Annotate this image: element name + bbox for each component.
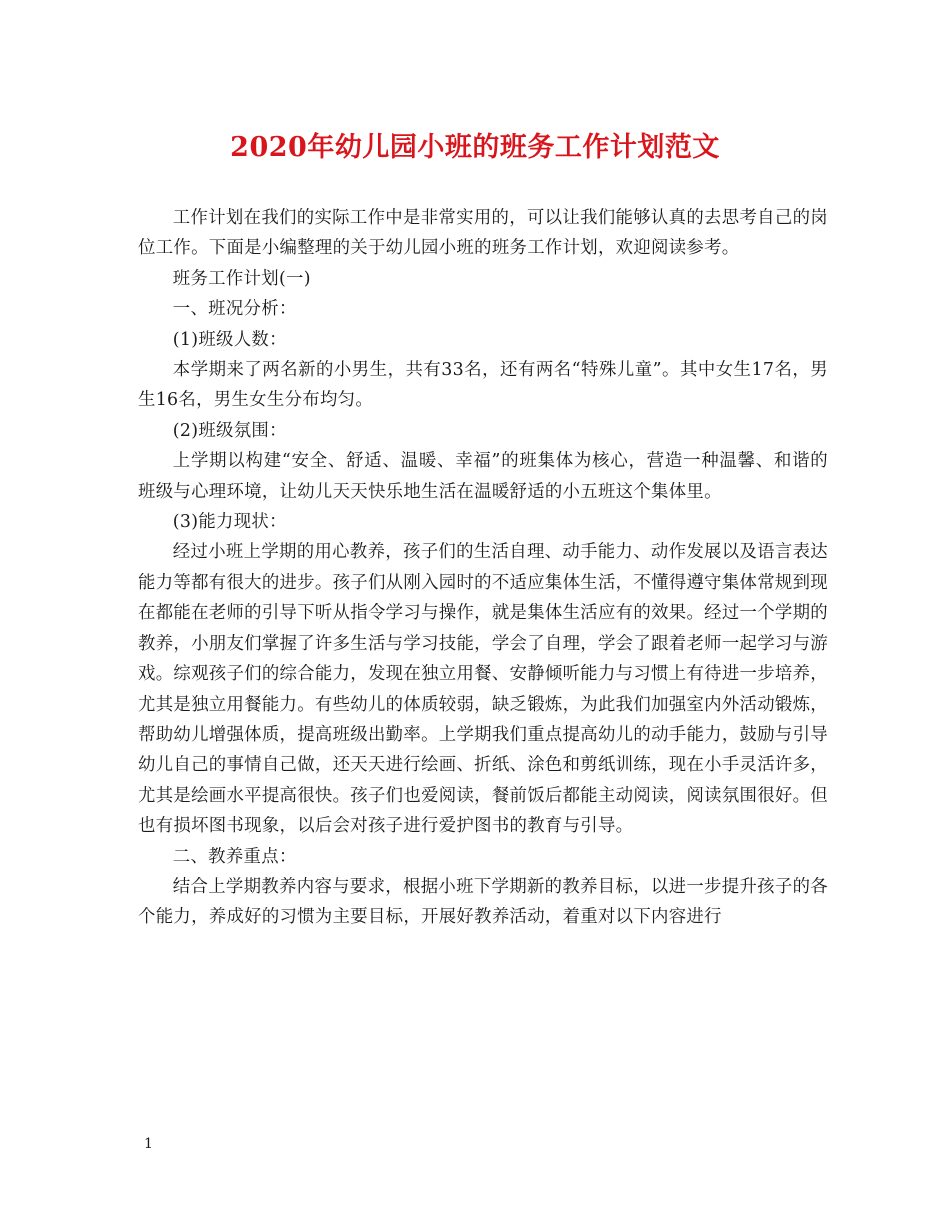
paragraph-ability-status: 经过小班上学期的用心教养，孩子们的生活自理、动手能力、动作发展以及语言表达能力等都有很大的进步。孩子们从刚入园时的不适应集体生活，不懂得遵守集体常规到现在都能在老师的引导下听从指令学习与操作，就是集体生活应有的效果。经过一个学期的教养，小朋友们掌握了许多生活与学习技能，学会了自理，学会了跟着老师一起学习与游戏。综观孩子们的综合能力，发现在独立用餐、安静倾听能力与习惯上有待进一步培养，尤其是独立用餐能力。有些幼儿的体质较弱，缺乏锻炼，为此我们加强室内外活动锻炼，帮助幼儿增强体质，提高班级出勤率。上学期我们重点提高幼儿的动手能力，鼓励与引导幼儿自己的事情自己做，还天天进行绘画、折纸、涂色和剪纸训练，现在小手灵活许多，尤其是绘画水平提高很快。孩子们也爱阅读，餐前饭后都能主动阅读，阅读氛围很好。但也有损坏图书现象，以后会对孩子进行爱护图书的教育与引导。 (138, 542, 828, 837)
document-title: 2020年幼儿园小班的班务工作计划范文 (230, 132, 720, 163)
paragraph-class-size: 本学期来了两名新的小男生，共有33名，还有两名“特殊儿童”。其中女生17名，男生16名，男生女生分布均匀。 (138, 360, 828, 411)
paragraph-education-focus: 结合上学期教养内容与要求，根据小班下学期新的教养目标，以进一步提升孩子的各个能力，养成好的习惯为主要目标，开展好教养活动，着重对以下内容进行 (138, 876, 828, 928)
subheading-ability-status: (3)能力现状： (172, 512, 287, 533)
paragraph-intro: 工作计划在我们的实际工作中是非常实用的，可以让我们能够认真的去思考自己的岗位工作。下面是小编整理的关于幼儿园小班的班务工作计划，欢迎阅读参考。 (138, 208, 828, 259)
section-heading-class-analysis: 一、班况分析： (172, 299, 297, 320)
section-heading-education-focus: 二、教养重点： (172, 846, 297, 867)
subheading-class-size: (1)班级人数： (172, 329, 287, 350)
page-number: 1 (144, 1136, 153, 1152)
section-heading-plan-one: 班务工作计划(一) (172, 268, 311, 289)
document-body (138, 203, 828, 933)
subheading-class-atmosphere: (2)班级氛围： (172, 420, 287, 441)
paragraph-class-atmosphere: 上学期以构建“安全、舒适、温暖、幸福”的班集体为核心，营造一种温馨、和谐的班级与心理环境，让幼儿天天快乐地生活在温暖舒适的小五班这个集体里。 (138, 451, 828, 502)
